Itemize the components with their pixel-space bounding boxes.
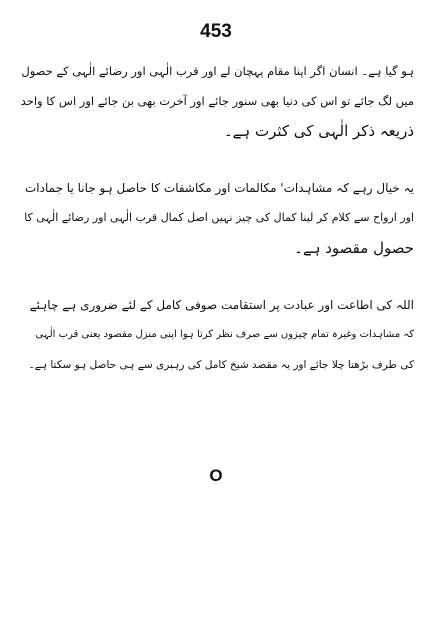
paragraph-2-line-2: اور ارواح سے کلام کر لینا کمال کی چیز نہیں اصل کمال قرب الٰہی اور رضائے الٰہی کا — [24, 211, 414, 224]
paragraph-1-line-2: میں لگ جائے تو اس کی دنیا بھی سنور جائے اور آخرت بھی بن جائے اور اس کا واحد — [20, 94, 414, 108]
paragraph-3-line-2: کہ مشاہدات وغیرہ تمام چیزوں سے صرف نظر کرتا ہوا اپنی منزل مقصود یعنی قرب الٰہی — [35, 329, 414, 340]
paragraph-1-line-1: ہو گیا ہے۔ انسان اگر اپنا مقام پہچان لے اور قرب الٰہی اور رضائے الٰہی کے حصول — [21, 64, 414, 78]
paragraph-3-line-3: کی طرف بڑھتا چلا جائے اور یہ مقصد شیخ کامل کی رہبری سے ہی حاصل ہو سکتا ہے۔ — [28, 359, 414, 371]
paragraph-1 — [20, 56, 414, 146]
paragraph-2 — [20, 173, 414, 263]
paragraph-3 — [20, 290, 414, 380]
paragraph-3-line-1: اللہ کی اطاعت اور عبادت پر استقامت صوفی کامل کے لئے ضروری ہے چاہئے — [29, 298, 414, 312]
paragraph-2-line-3: حصول مقصود ہے۔ — [294, 239, 414, 257]
paragraph-2-line-1: یہ خیال رہے کہ مشاہدات' مکالمات اور مکاشفات کا حاصل ہو جانا یا جمادات — [25, 181, 414, 195]
end-of-section-mark: O — [209, 466, 223, 485]
paragraph-1-line-3: ذریعہ ذکر الٰہی کی کثرت ہے۔ — [223, 122, 414, 140]
page-number: 453 — [200, 21, 232, 42]
